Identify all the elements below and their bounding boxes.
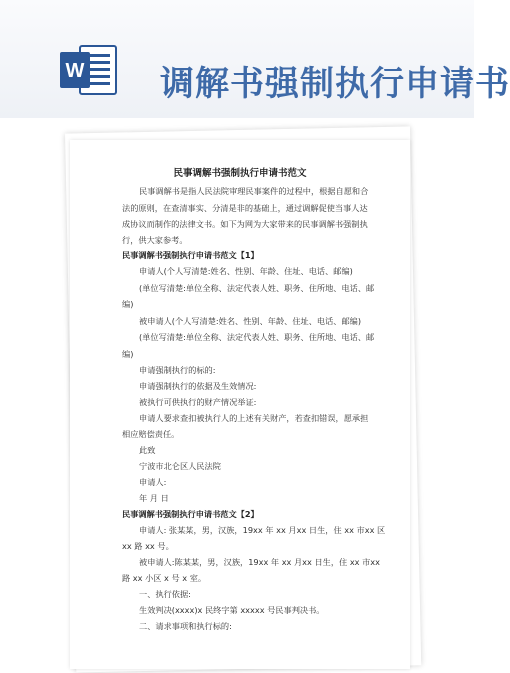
section-heading: 民事调解书强制执行申请书范文【1】 bbox=[122, 250, 259, 260]
paragraph-line: 一、执行依据: bbox=[139, 589, 191, 599]
paragraph-line: 编) bbox=[122, 349, 134, 359]
paragraph-line: 申请人要求查扣被执行人的上述有关财产，若查扣错误，愿承担 bbox=[139, 413, 369, 423]
paragraph-line: 宁波市北仑区人民法院 bbox=[139, 461, 221, 471]
paragraph-line: xx 路 xx 号。 bbox=[122, 541, 174, 551]
paragraph-line: 申请人: 张某某，男，汉族，19xx 年 xx 月xx 日生，住 xx 市xx 区 bbox=[139, 525, 386, 535]
paragraph-line: 编) bbox=[122, 299, 134, 309]
paragraph-line: 申请人(个人写清楚:姓名、性别、年龄、住址、电话、邮编) bbox=[139, 266, 353, 276]
paragraph-line: 行，供大家参考。 bbox=[122, 235, 188, 245]
document-title: 民事调解书强制执行申请书范文 bbox=[173, 168, 307, 179]
document-page bbox=[70, 140, 410, 669]
paragraph-line: 法的原则，在查清事实、分清是非的基础上，通过调解促使当事人达 bbox=[122, 203, 368, 213]
paragraph-line: 申请强制执行的标的: bbox=[139, 365, 216, 375]
banner-title: 调解书强制执行申请书 bbox=[160, 64, 510, 104]
paragraph-line: 路 xx 小区 x 号 x 室。 bbox=[122, 573, 207, 583]
section-heading: 民事调解书强制执行申请书范文【2】 bbox=[122, 509, 259, 519]
word-icon bbox=[60, 42, 118, 98]
paragraph-line: 成协议而制作的法律文书。如下为网为大家带来的民事调解书强制执 bbox=[122, 219, 368, 229]
paragraph-line: 二、请求事项和执行标的: bbox=[139, 621, 232, 631]
paragraph-line: 民事调解书是指人民法院审理民事案件的过程中，根据自愿和合 bbox=[139, 186, 369, 196]
paragraph-line: (单位写清楚:单位全称、法定代表人姓、职务、住所地、电话、邮 bbox=[139, 332, 375, 342]
banner bbox=[0, 0, 510, 118]
paragraph-line: 被申请人(个人写清楚:姓名、性别、年龄、住址、电话、邮编) bbox=[139, 316, 362, 326]
svg-text:W: W bbox=[65, 60, 85, 82]
paragraph-line: 被执行可供执行的财产情况举证: bbox=[139, 397, 257, 407]
paragraph-line: 年 月 日 bbox=[139, 493, 169, 503]
paragraph-line: 相应赔偿责任。 bbox=[122, 429, 180, 439]
paragraph-line: 生效判决(xxxx)x 民终字第 xxxxx 号民事判决书。 bbox=[139, 605, 325, 615]
paragraph-line: 此致 bbox=[139, 445, 156, 455]
paragraph-line: 被申请人:陈某某，男，汉族，19xx 年 xx 月xx 日生，住 xx 市xx bbox=[139, 557, 380, 567]
paragraph-line: 申请强制执行的依据及生效情况: bbox=[139, 381, 257, 391]
paragraph-line: 申请人: bbox=[139, 477, 167, 487]
paragraph-line: (单位写清楚:单位全称、法定代表人姓、职务、住所地、电话、邮 bbox=[139, 283, 375, 293]
